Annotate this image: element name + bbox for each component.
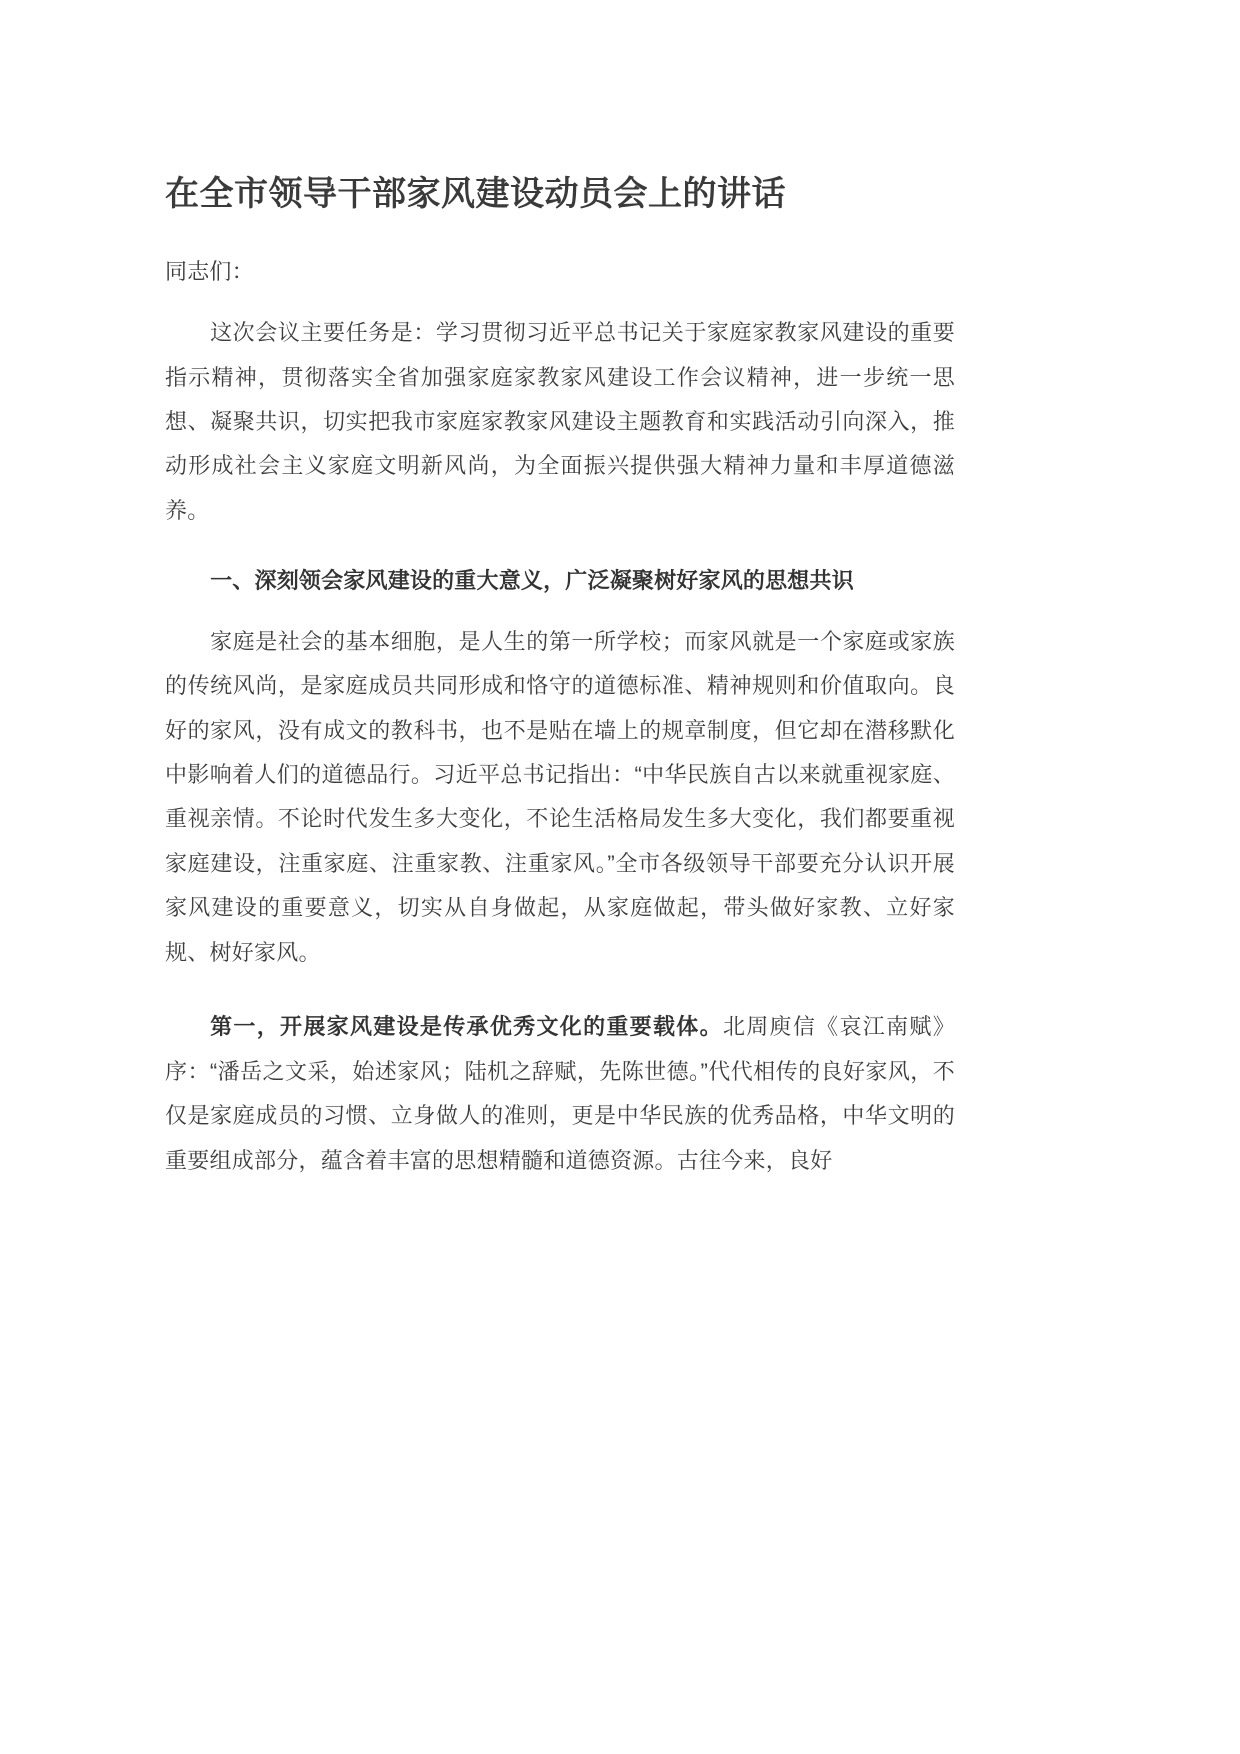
salutation: 同志们： bbox=[165, 258, 254, 284]
section-heading-1: 一、深刻领会家风建设的重大意义，广泛凝聚树好家风的思想共识 bbox=[210, 568, 854, 594]
section-body-1: 家庭是社会的基本细胞，是人生的第一所学校；而家风就是一个家庭或家族的传统风尚，是家庭成员共同形成和恪守的道德标准、精神规则和价值取向。良好的家风，没有成文的教科书，也不是贴在墙上的规章制度，但它却在潜移默化中影响着人们的道德品行。习近平总书记指出：“中华民族自古以来就重视家庭、重视亲情。不论时代发生多大变化，不论生活格局发生多大变化，我们都要重视家庭建设，注重家庭、注重家教、注重家风。”全市各级领导干部要充分认识开展家风建设的重要意义，切实从自身做起，从家庭做起，带头做好家教、立好家规、树好家风。 bbox=[165, 628, 955, 965]
point-1-body: 北周庾信《哀江南赋》序：“潘岳之文采，始述家风；陆机之辞赋，先陈世德。”代代相传的良好家风，不仅是家庭成员的习惯、立身做人的准则，更是中华民族的优秀品格，中华文明的重要组成部分，蕴含着丰富的思想精髓和道德资源。古往今来，良好 bbox=[165, 1014, 955, 1173]
point-1-paragraph bbox=[165, 975, 955, 1183]
intro-paragraph: 这次会议主要任务是：学习贯彻习近平总书记关于家庭家教家风建设的重要指示精神，贯彻落实全省加强家庭家教家风建设工作会议精神，进一步统一思想、凝聚共识，切实把我市家庭家教家风建设主题教育和实践活动引向深入，推动形成社会主义家庭文明新风尚，为全面振兴提供强大精神力量和丰厚道德滋养。 bbox=[165, 320, 955, 523]
page-title: 在全市领导干部家风建设动员会上的讲话 bbox=[165, 175, 786, 213]
document-content bbox=[165, 0, 955, 1183]
point-1-label: 第一，开展家风建设是传承优秀文化的重要载体。 bbox=[210, 1014, 723, 1040]
